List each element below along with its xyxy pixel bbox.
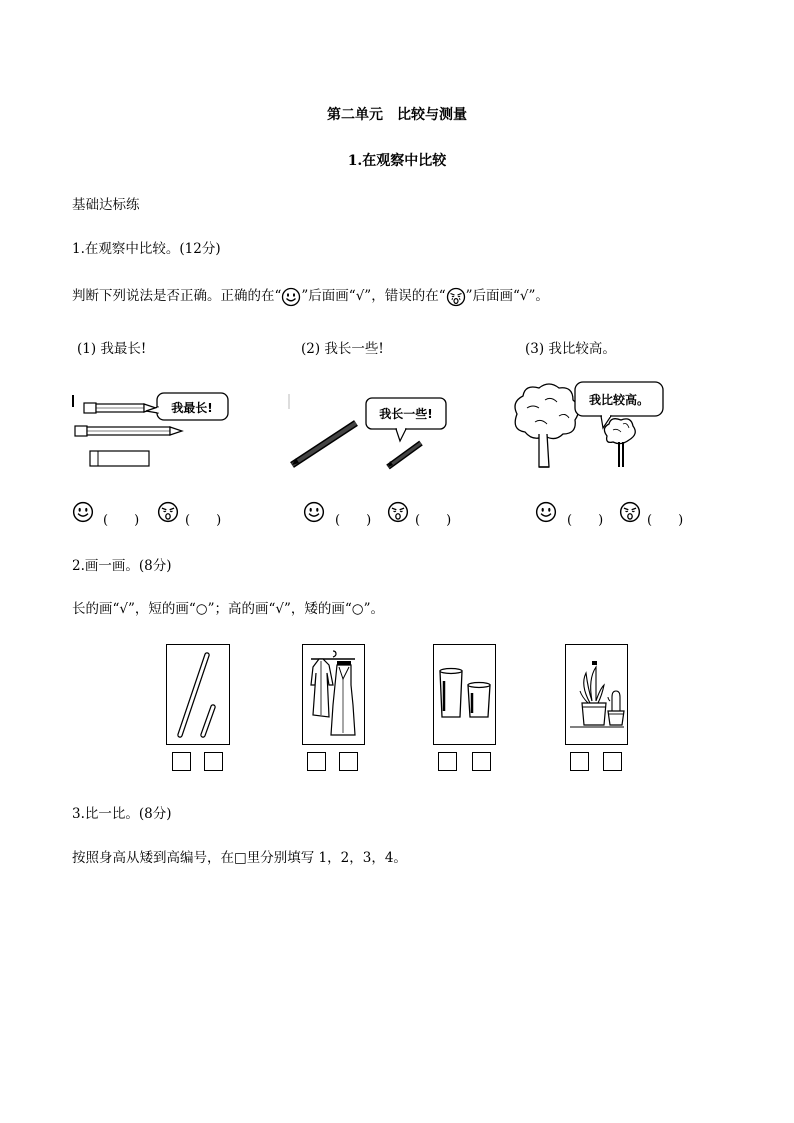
q1-instruction-part2: ”后面画“√”，错误的在“ xyxy=(301,288,446,304)
speech-bubble-text: 我比较高。 xyxy=(588,393,650,407)
q3-heading: 3.比一比。(8分) xyxy=(72,806,172,822)
speech-bubble-text: 我长一些! xyxy=(379,407,433,421)
crying-face-icon xyxy=(446,287,466,307)
q1-instruction-part3: ”后面画“√”。 xyxy=(465,288,549,304)
trees-illustration xyxy=(505,378,705,473)
smiley-face-icon xyxy=(303,501,325,523)
glasses-picture xyxy=(433,644,496,745)
q1-item-label: (2) 我长一些! xyxy=(301,341,384,357)
q1-heading: 1.在观察中比较。(12分) xyxy=(72,241,221,257)
answer-box[interactable] xyxy=(603,752,622,771)
q1-answer-row xyxy=(303,501,483,528)
potted-plants-icon xyxy=(566,645,627,744)
answer-box[interactable] xyxy=(204,752,223,771)
answer-box[interactable] xyxy=(438,752,457,771)
clothes-icon xyxy=(303,645,364,744)
q1-item-label: (3) 我比较高。 xyxy=(525,341,616,357)
answer-box[interactable] xyxy=(339,752,358,771)
answer-box[interactable] xyxy=(307,752,326,771)
smiley-face-icon xyxy=(281,287,301,307)
answer-box[interactable] xyxy=(172,752,191,771)
section-label: 基础达标练 xyxy=(72,197,140,213)
q1-instruction xyxy=(72,284,549,308)
lesson-title: 1.在观察中比较 xyxy=(347,153,447,169)
sticks-picture xyxy=(166,644,230,745)
plants-picture xyxy=(565,644,628,745)
q1-answer-row xyxy=(535,501,715,528)
smiley-face-icon xyxy=(535,501,557,523)
answer-box[interactable] xyxy=(570,752,589,771)
glasses-icon xyxy=(434,645,495,744)
speech-bubble-text: 我最长! xyxy=(171,401,213,415)
pencils-illustration xyxy=(284,393,484,478)
answer-blank[interactable]: ( ) xyxy=(103,513,140,528)
answer-blank[interactable]: ( ) xyxy=(567,513,604,528)
smiley-face-icon xyxy=(72,501,94,523)
answer-blank[interactable]: ( ) xyxy=(415,513,452,528)
crying-face-icon xyxy=(157,501,179,523)
crying-face-icon xyxy=(387,501,409,523)
unit-title: 第二单元 比较与测量 xyxy=(327,107,467,123)
answer-blank[interactable]: ( ) xyxy=(647,513,684,528)
answer-blank[interactable]: ( ) xyxy=(185,513,222,528)
q1-item-label: (1) 我最长! xyxy=(77,341,147,357)
q3-instruction: 按照身高从矮到高编号，在□里分别填写 1，2，3，4。 xyxy=(72,850,407,866)
answer-blank[interactable]: ( ) xyxy=(335,513,372,528)
q1-instruction-part1: 判断下列说法是否正确。正确的在“ xyxy=(72,288,282,304)
crying-face-icon xyxy=(619,501,641,523)
q1-answer-row xyxy=(72,501,252,528)
q2-instruction: 长的画“√”，短的画“○”；高的画“√”，矮的画“○”。 xyxy=(72,601,384,617)
sticks-icon xyxy=(167,645,229,744)
pencils-illustration xyxy=(70,385,270,475)
answer-box[interactable] xyxy=(472,752,491,771)
clothes-picture xyxy=(302,644,365,745)
q2-heading: 2.画一画。(8分) xyxy=(72,558,172,574)
